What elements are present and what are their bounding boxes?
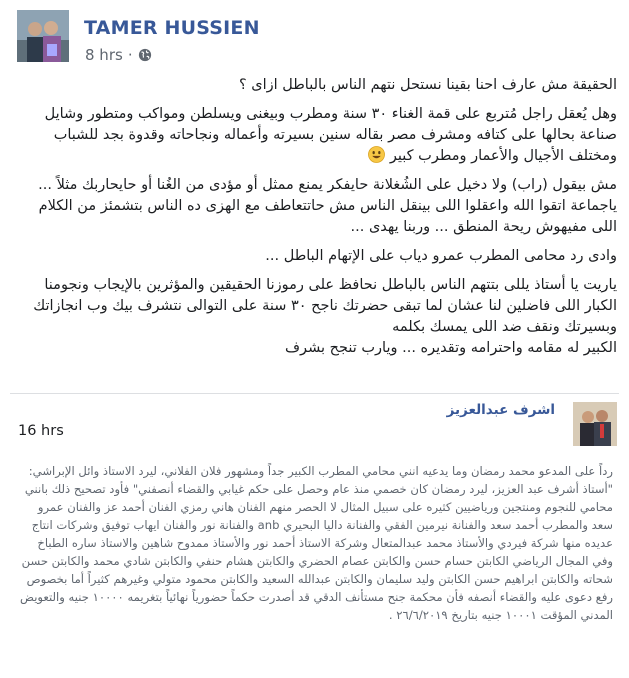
author-name[interactable]: TAMER HUSSIEN (84, 17, 260, 39)
post-paragraph: وادى رد محامى المطرب عمرو دياب على الإتهام الباطل ... (265, 248, 617, 264)
globe-icon[interactable] (138, 48, 152, 62)
smiling-face-emoji-icon (368, 146, 385, 163)
meta-separator: · (127, 46, 133, 64)
author-avatar[interactable] (17, 10, 69, 62)
post-paragraph-with-emoji (10, 104, 617, 167)
post-timestamp[interactable]: 8 hrs (85, 46, 123, 64)
post-paragraph: الكبير له مقامه واحترامه وتقديره ... ويارب تنجح بشرف (285, 340, 617, 356)
comment-text: رداً على المدعو محمد رمضان وما يدعيه انني محامي المطرب الكبير جداً ومشهور فلان الفلاني، ليرد الاستاذ وائل الإبراشي: "أستاذ أشرف عبد العزيز، ليرد رمضان كان خصمي منذ عام وحصل على حكم غيابي والقضاء أنصفني" فأود تصحيح ذلك بانني محامي للنجوم ومنتجين ورياضيين كثيره على سبيل المثال لا الحصر منهم الفنان هاني رمزي الفنان أحمد عز والفنان عمرو سعد والمطرب أحمد سعد والفنانة نيرمين الفقي والفنانة داليا البحيري anb والفنانة نور والفنان ايهاب توفيق وشركات انتاج عديده منها شركة فيردي والأستاذ محمد عبدالمتعال وشركة الاستاذ أحمد نور والأستاذ ممدوح شاهين والاستاذ ساره الطباخ وفي المجال الرياضي الكابتن حسام حسن والكابتن عصام الحضري والكابتن هشام حنفي والكابتن شادي محمد والكابتن حسن شحاته والكابتن ابراهيم حسن الكابتن وليد سليمان والكابتن عبدالله السعيد والكابتن محمود متولي وغيرهم كثيراً أما بخصوص رفع دعوى عليه والقضاء أنصفه فأن محكمة جنح مستأنف الدقي قد أصدرت حكماً حضورياً نهائياً بتغريمه ١٠٠٠٠ جنيه والتعويض المدني المؤقت ١٠٠٠١ جنيه بتاريخ ٢٦/٦/٢٠١٩ . (20, 464, 613, 622)
post-header (17, 10, 617, 70)
post-paragraph: وهل يُعقل راجل مُتربع على قمة الغناء ٣٠ سنة ومطرب وبيغنى ويسلطن ومواكب ومتطور وشايل صناعة بحالها على كتافه ومشرف مصر بقاله سنين بسيرته وأعماله ونجاحاته وقدوة بجد للشباب ومختلف الأجيال والأعمار ومطرب كبير (44, 106, 617, 164)
shared-comment (0, 398, 629, 678)
post-divider (10, 393, 619, 394)
author-photo (17, 10, 69, 62)
post-text (10, 75, 617, 359)
post-paragraph: الحقيقة مش عارف احنا بقينا نستحل نتهم الناس بالباطل ازاى ؟ (238, 77, 617, 93)
commenter-photo (573, 402, 617, 446)
post-paragraph: ياريت يا أستاذ يللى بتتهم الناس بالباطل نحافظ على رموزنا الحقيقين والمؤثرين بالإيجاب ونجومنا الكبار اللى فاضلين لنا عشان لما تبقى حضرتك ناجح ٣٠ سنة على التوالى نتشرف بيك وب انجازاتك وبسيرتك ونقف ضد اللى يمسك بكلمه (33, 277, 617, 335)
commenter-name[interactable]: اشرف عبدالعزيز (446, 402, 555, 418)
post-paragraph: مش بيقول (راب) ولا دخيل على الشُغلانة حايفكر يمنع ممثل أو مؤدى من الغُنا أو حايحاربك مثلاً ... ياجماعة اتقوا الله واعقلوا اللى بينقل الناس مش حاتتعاطف مع الهزى ده الناس بتشمئز من الكلام اللى مفيهوش ريحة المنطق ... وربنا يهدى ... (38, 177, 617, 235)
commenter-avatar[interactable] (573, 402, 617, 446)
comment-timestamp[interactable]: 16 hrs (18, 423, 64, 439)
post-meta (85, 46, 152, 64)
